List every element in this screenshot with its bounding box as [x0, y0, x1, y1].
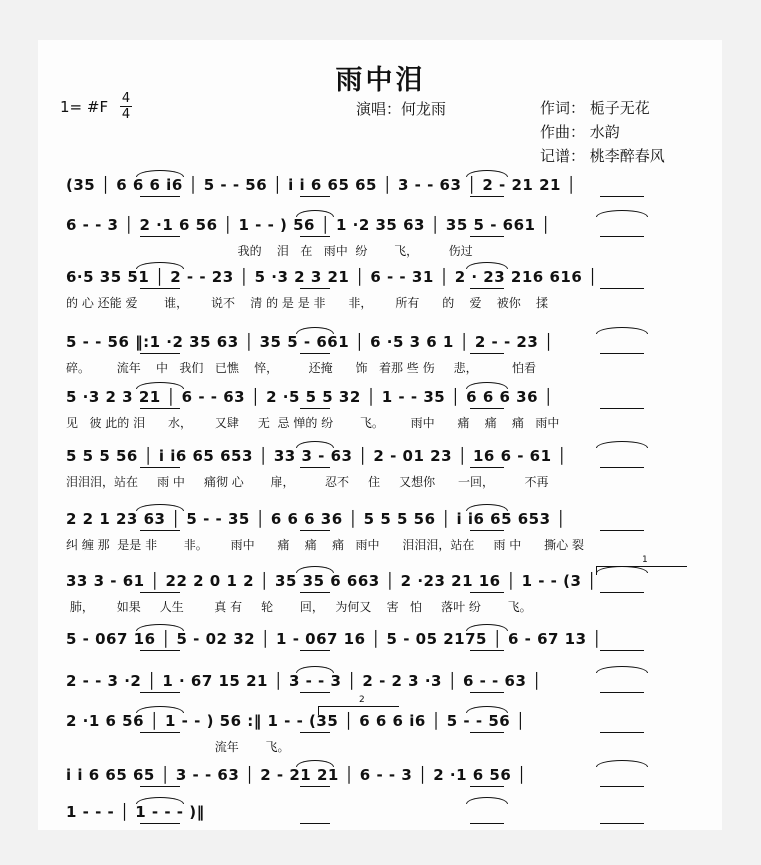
duration-underline	[600, 732, 644, 733]
key-signature	[60, 91, 131, 122]
slur-mark	[136, 382, 184, 389]
lyric-row: 见 彼 此的 泪 水， 又肆 无 忌 惮的 纷 飞。 雨中 痛 痛 痛 雨中	[66, 416, 560, 430]
duration-underline	[470, 823, 504, 824]
duration-underline	[300, 650, 330, 651]
duration-underline	[300, 236, 330, 237]
notation-row: 1 - - - │ 1 - - - )‖	[66, 803, 205, 821]
duration-underline	[140, 467, 180, 468]
slur-mark	[596, 210, 648, 217]
lyric-row: 肺， 如果 人生 真 有 轮 回， 为何又 害 怕 落叶 纷 飞。	[66, 600, 532, 614]
duration-underline	[140, 692, 180, 693]
lyricist-credit: 作词： 栀子无花	[540, 99, 650, 117]
duration-underline	[140, 530, 180, 531]
first-ending-label: 1	[642, 555, 648, 565]
first-ending-bracket	[596, 555, 687, 575]
duration-underline	[600, 288, 644, 289]
duration-underline	[140, 288, 180, 289]
slur-mark	[596, 441, 648, 448]
lyric-row: 纠 缠 那 是是 非 非。 雨中 痛 痛 痛 雨中 泪泪泪，站在 雨 中 撕心 裂	[66, 538, 584, 552]
duration-underline	[300, 467, 330, 468]
duration-underline	[140, 732, 180, 733]
song-title: 雨中泪	[335, 65, 426, 96]
slur-mark	[136, 504, 184, 511]
duration-underline	[470, 288, 504, 289]
slur-mark	[296, 566, 334, 573]
duration-underline	[470, 786, 504, 787]
slur-mark	[596, 327, 648, 334]
duration-underline	[600, 650, 644, 651]
duration-underline	[300, 196, 330, 197]
notation-row: 2 - - 3 ·2 │ 1 · 67 15 21 │ 3 - - 3 │ 2 - 2 3 ·3 │ 6 - - 63 │	[66, 672, 542, 690]
duration-underline	[600, 196, 644, 197]
slur-mark	[296, 327, 334, 334]
duration-underline	[140, 408, 180, 409]
duration-underline	[300, 408, 330, 409]
slur-mark	[136, 262, 184, 269]
duration-underline	[470, 236, 504, 237]
notation-row: 6·5 35 51 │ 2 - - 23 │ 5 ·3 2 3 21 │ 6 - - 31 │ 2 · 23 216 616 │	[66, 268, 598, 286]
duration-underline	[470, 353, 504, 354]
lyric-row: 泪泪泪，站在 雨 中 痛彻 心 扉， 忍不 住 又想你 一回， 不再	[66, 475, 549, 489]
duration-underline	[600, 823, 644, 824]
duration-underline	[140, 592, 180, 593]
composer-credit: 作曲： 水韵	[540, 123, 620, 141]
notation-row: 6 - - 3 │ 2 ·1 6 56 │ 1 - - ) 56 │ 1 ·2 35 63 │ 35 5 - 661 │	[66, 216, 551, 234]
duration-underline	[470, 196, 504, 197]
slur-mark	[466, 706, 508, 713]
duration-underline	[470, 530, 504, 531]
singer-credit: 演唱：何龙雨	[356, 100, 447, 118]
duration-underline	[300, 592, 330, 593]
slur-mark	[296, 760, 334, 767]
time-bottom: 4	[121, 107, 131, 122]
second-ending-label: 2	[359, 695, 365, 705]
duration-underline	[300, 353, 330, 354]
slur-mark	[466, 797, 508, 804]
duration-underline	[140, 650, 180, 651]
notation-row: i i 6 65 65 │ 3 - - 63 │ 2 - 21 21 │ 6 - - 3 │ 2 ·1 6 56 │	[66, 766, 527, 784]
transcriber-credit: 记谱： 桃李醉春风	[540, 147, 665, 165]
duration-underline	[300, 786, 330, 787]
duration-underline	[470, 732, 504, 733]
notation-row: 5 - 067 16 │ 5 - 02 32 │ 1 - 067 16 │ 5 - 05 2175 │ 6 - 67 13 │	[66, 630, 602, 648]
duration-underline	[600, 353, 644, 354]
duration-underline	[600, 692, 644, 693]
duration-underline	[470, 650, 504, 651]
time-top: 4	[121, 91, 131, 106]
duration-underline	[140, 786, 180, 787]
duration-underline	[300, 288, 330, 289]
duration-underline	[600, 408, 644, 409]
duration-underline	[470, 692, 504, 693]
duration-underline	[600, 236, 644, 237]
slur-mark	[466, 504, 508, 511]
slur-mark	[596, 760, 648, 767]
slur-mark	[136, 797, 184, 804]
notation-row: (35 │ 6 6 6 i6 │ 5 - - 56 │ i i 6 65 65 │ 3 - - 63 │ 2 - 21 21 │	[66, 176, 577, 194]
lyric-row: 我的 泪 在 雨中 纷 飞， 伤过	[66, 244, 473, 258]
duration-underline	[600, 786, 644, 787]
credits	[540, 96, 665, 168]
duration-underline	[300, 692, 330, 693]
second-ending-bracket	[318, 695, 399, 715]
lyric-row: 碎。 流年 中 我们 已憔 悴， 还掩 饰 着那 些 伤 悲， 怕看	[66, 361, 536, 375]
notation-row: 2 ·1 6 56 │ 1 - - ) 56 :‖ 1 - - (35 │ 6 6 6 i6 │ 5 - - 56 │	[66, 712, 526, 730]
slur-mark	[596, 666, 648, 673]
notation-row: 5 ·3 2 3 21 │ 6 - - 63 │ 2 ·5 5 5 32 │ 1 - - 35 │ 6 6 6 36 │	[66, 388, 554, 406]
time-signature	[120, 92, 132, 121]
slur-mark	[296, 666, 334, 673]
duration-underline	[140, 236, 180, 237]
duration-underline	[300, 530, 330, 531]
slur-mark	[136, 170, 184, 177]
duration-underline	[470, 592, 504, 593]
duration-underline	[140, 823, 180, 824]
duration-underline	[470, 467, 504, 468]
notation-row: 2 2 1 23 63 │ 5 - - 35 │ 6 6 6 36 │ 5 5 5 56 │ i i6 65 653 │	[66, 510, 566, 528]
duration-underline	[300, 823, 330, 824]
slur-mark	[466, 624, 508, 631]
key-label: 1= #F	[60, 98, 109, 116]
duration-underline	[140, 353, 180, 354]
slur-mark	[466, 382, 508, 389]
notation-row: 5 - - 56 ‖:1 ·2 35 63 │ 35 5 - 661 │ 6 ·5 3 6 1 │ 2 - - 23 │	[66, 333, 554, 351]
slur-mark	[136, 706, 184, 713]
duration-underline	[140, 196, 180, 197]
lyric-row: 的 心 还能 爱 谁， 说不 清 的 是 是 非 非， 所有 的 爱 被你 揉	[66, 296, 548, 310]
duration-underline	[600, 467, 644, 468]
notation-row: 5 5 5 56 │ i i6 65 653 │ 33 3 - 63 │ 2 - 01 23 │ 16 6 - 61 │	[66, 447, 567, 465]
duration-underline	[600, 530, 644, 531]
slur-mark	[466, 262, 508, 269]
notation-row: 33 3 - 61 │ 22 2 0 1 2 │ 35 35 6 663 │ 2 ·23 21 16 │ 1 - - (3 │	[66, 572, 597, 590]
duration-underline	[300, 732, 330, 733]
slur-mark	[136, 624, 184, 631]
duration-underline	[600, 592, 644, 593]
duration-underline	[470, 408, 504, 409]
slur-mark	[296, 441, 334, 448]
slur-mark	[296, 210, 334, 217]
lyric-row: 流年 飞。	[66, 740, 290, 754]
slur-mark	[466, 170, 508, 177]
